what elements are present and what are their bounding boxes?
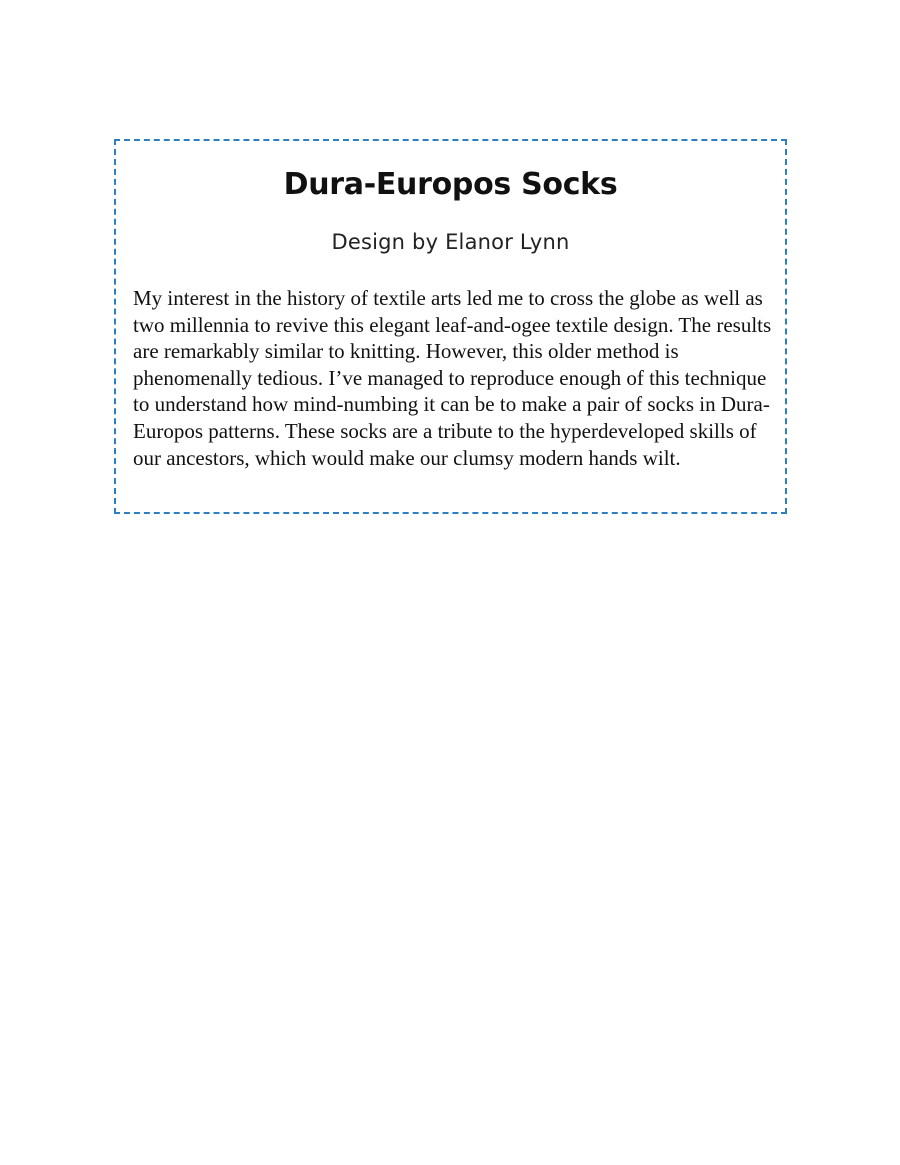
dashed-callout-box <box>114 139 787 514</box>
intro-paragraph: My interest in the history of textile arts led me to cross the globe as well as two millennia to revive this elegant leaf-and-ogee textile design. The results are remarkably similar to knitting. However, this older method is phenomenally tedious. I’ve managed to reproduce enough of this technique to understand how mind-numbing it can be to make a pair of socks in Dura-Europos patterns. These socks are a tribute to the hyperdeveloped skills of our ancestors, which would make our clumsy modern hands wilt. <box>133 286 772 470</box>
page-title: Dura-Europos Socks <box>283 167 618 202</box>
designer-credit: Design by Elanor Lynn <box>331 230 570 254</box>
